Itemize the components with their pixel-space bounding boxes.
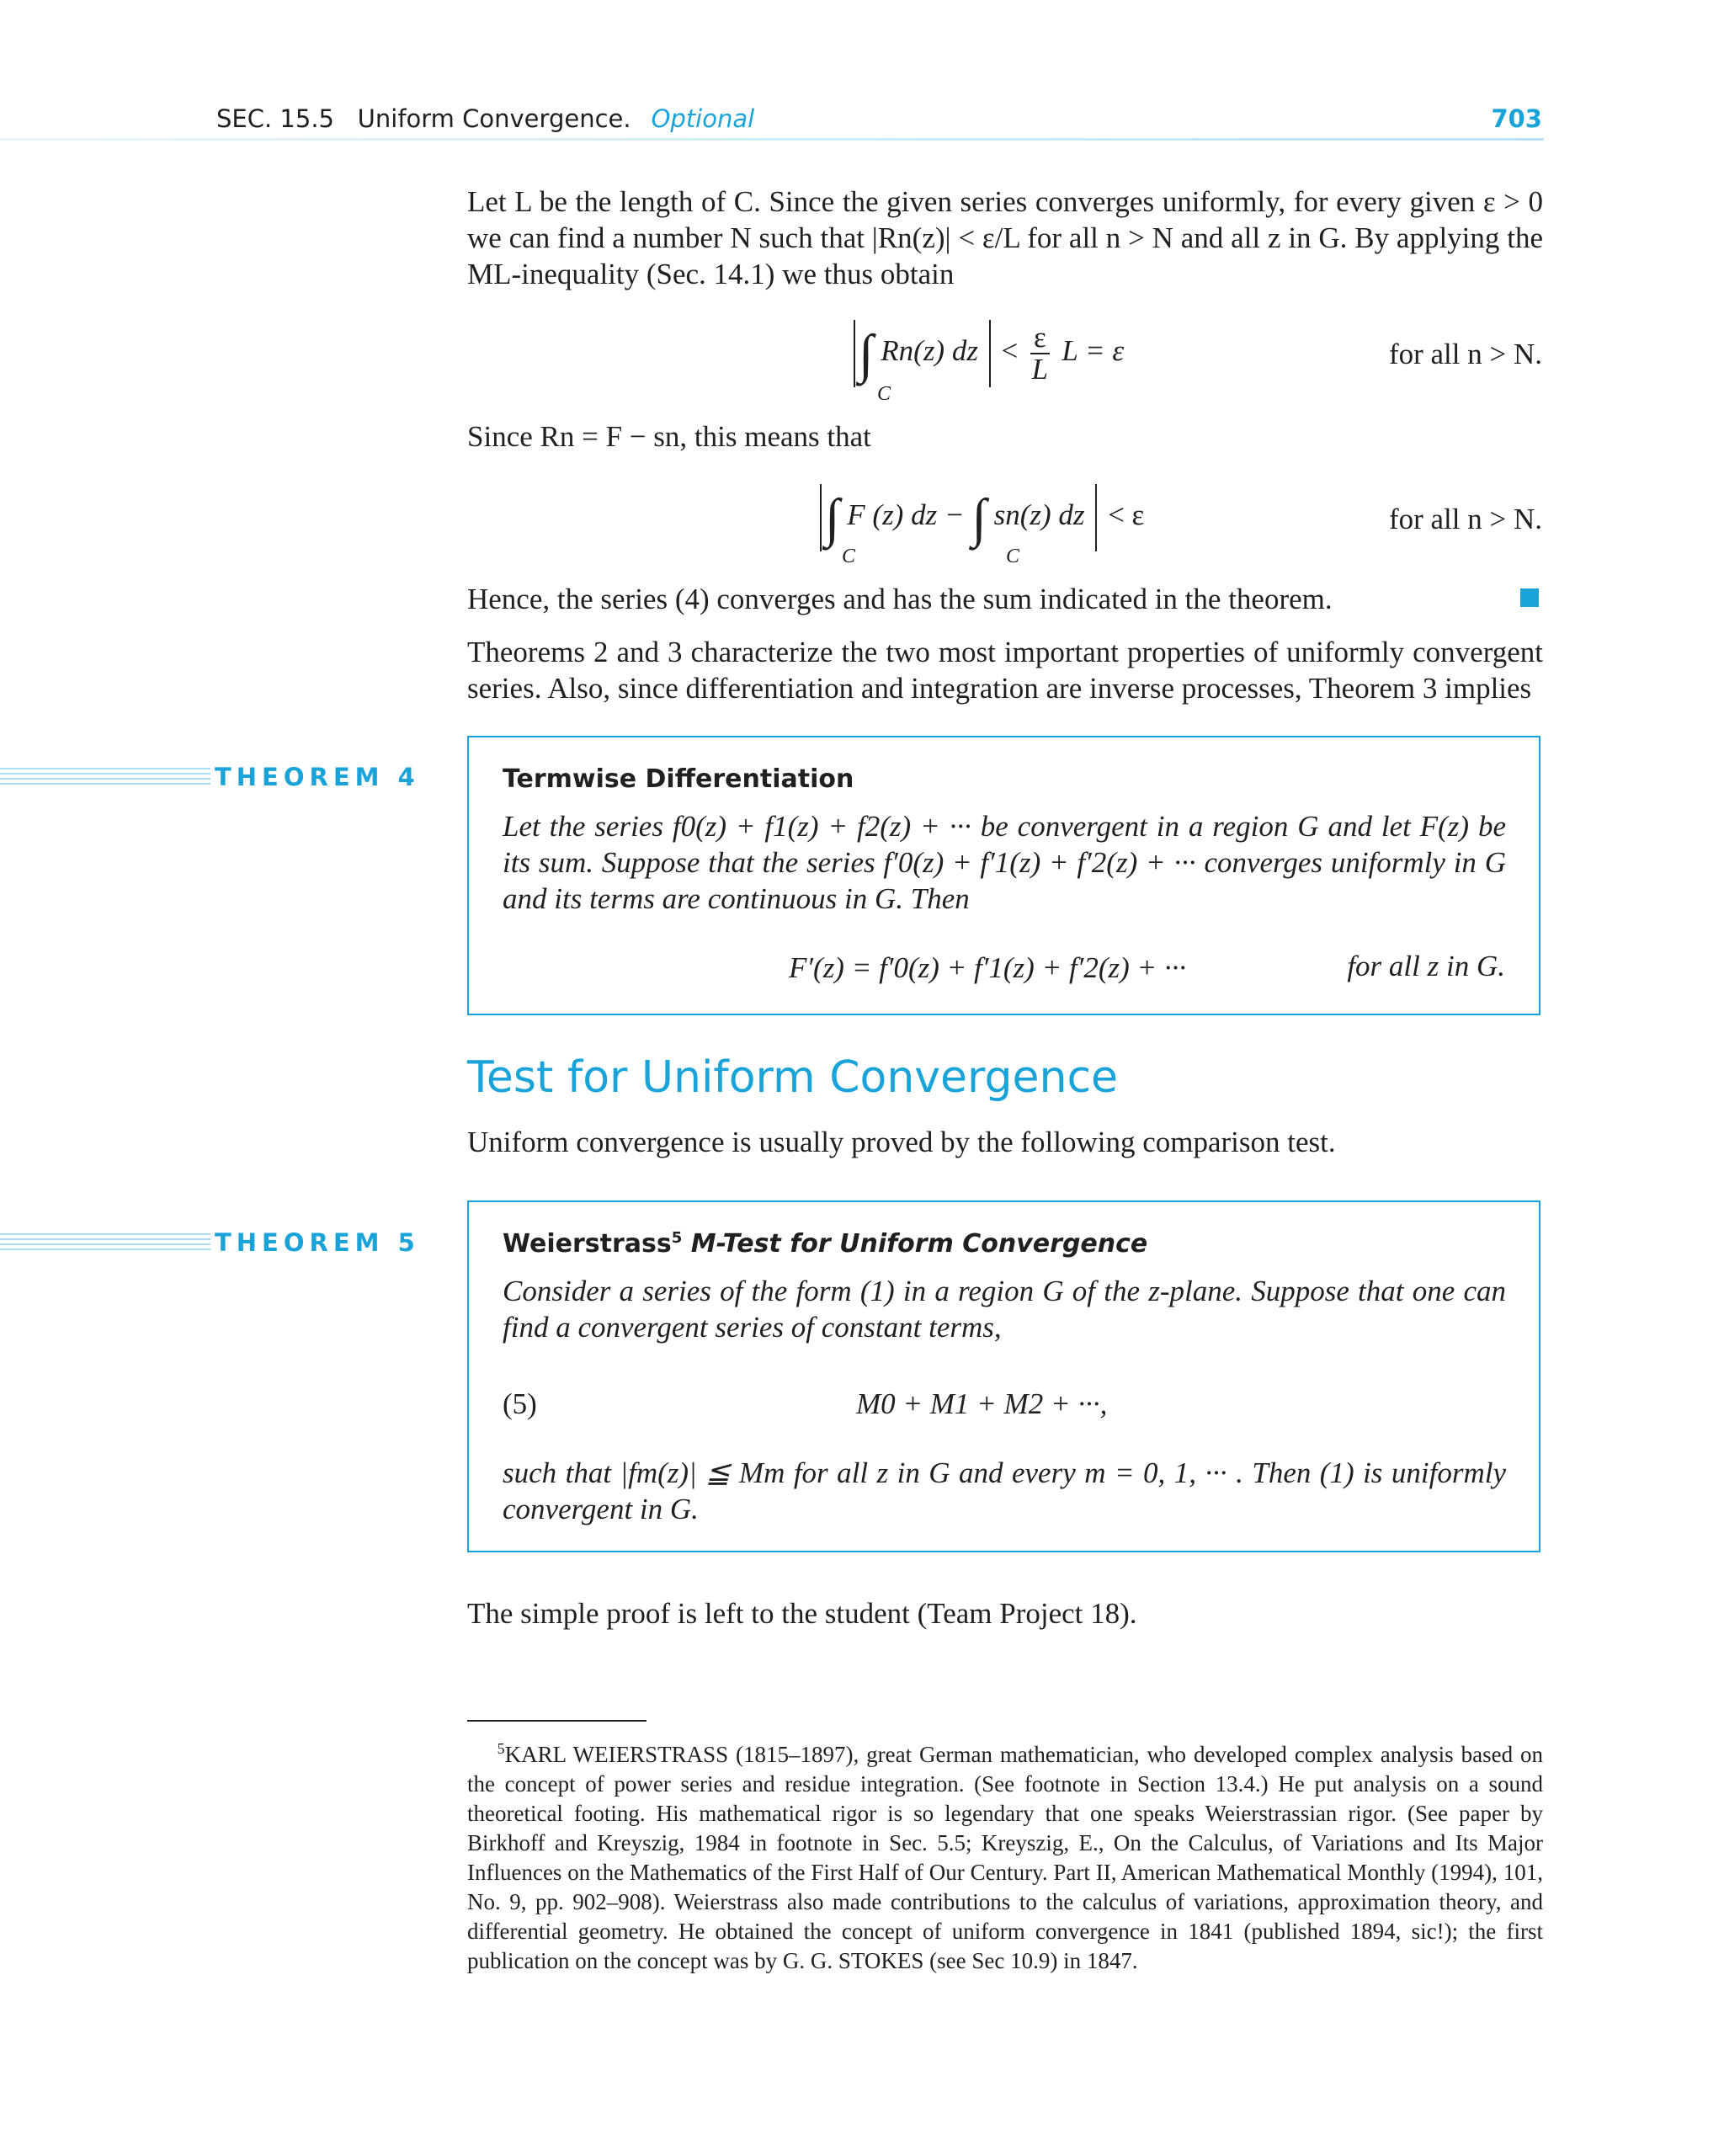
running-header bbox=[216, 104, 1542, 138]
theorem-5-box bbox=[467, 1200, 1540, 1552]
section-heading bbox=[216, 104, 754, 133]
footnote-text: KARL WEIERSTRASS (1815–1897), great German mathematician, who developed complex analysis based on the concept of power series and residue integration. (See footnote in Section 13.4.) He put analysis on a sound theoretical footing. His mathematical rigor is so legendary that one speaks Weierstrassian rigor. (See paper by Birkhoff and Kreyszig, 1984 in footnote in Sec. 5.5; Kreyszig, E., On the Calculus, of Variations and Its Major Influences on the Mathematics of the First Half of Our Century. Part II, American Mathematical Monthly (1994), 101, No. 9, pp. 902–908). Weierstrass also made contributions to the calculus of variations, approximation theory, and differential geometry. He obtained the concept of uniform convergence in 1841 (published 1894, sic!); the first publication on the concept was by G. G. STOKES (see Sec 10.9) in 1847. bbox=[467, 1742, 1543, 1973]
theorem-4-label bbox=[0, 763, 420, 791]
eq2-first-integral: F (z) dz − bbox=[847, 498, 965, 532]
closing-paragraph bbox=[467, 1595, 1543, 1632]
eq1-integrand: Rn(z) dz bbox=[881, 334, 978, 368]
theorem-4-title: Termwise Differentiation bbox=[503, 764, 854, 794]
proof-paragraph-2 bbox=[467, 418, 1543, 455]
eq1-fraction: $\frac{\varepsilon}{L}$ bbox=[1031, 321, 1049, 386]
theorem-5-text-2: such that |fm(z)| ≦ Mm for all z in G and every m = 0, 1, ··· . Then (1) is uniformly convergent in G. bbox=[503, 1456, 1506, 1525]
theorem-4-box bbox=[467, 736, 1540, 1015]
eq2-subscript-2: C bbox=[1006, 546, 1020, 567]
theorem-5-label bbox=[0, 1228, 420, 1257]
closing-text: The simple proof is left to the student (Team Project 18). bbox=[467, 1597, 1137, 1630]
paragraph-theorems bbox=[467, 634, 1543, 706]
theorem-4-label-text: THEOREM 4 bbox=[215, 763, 420, 791]
paragraph-theorems-text: Theorems 2 and 3 characterize the two most important properties of uniformly convergent series. Also, since differentiation and integration are inverse processes, Theorem 3 implies bbox=[467, 636, 1543, 705]
equation-2: ∫ F (z) dz − ∫ sn(z) dz < ε bbox=[817, 484, 1144, 551]
theorem-4-rule-lines bbox=[0, 768, 210, 788]
header-rule bbox=[0, 138, 1544, 141]
section-title: Test for Uniform Convergence bbox=[467, 1052, 1119, 1103]
optional-label: Optional bbox=[651, 104, 755, 133]
proof-paragraph-1 bbox=[467, 184, 1543, 292]
theorem-4-condition: for all z in G. bbox=[1347, 950, 1505, 982]
section-intro-text: Uniform convergence is usually proved by the following comparison test. bbox=[467, 1126, 1336, 1158]
theorem-4-equation: F′(z) = f′0(z) + f′1(z) + f′2(z) + ··· bbox=[789, 951, 1187, 984]
footnote-rule bbox=[467, 1720, 646, 1722]
section-title-header: Uniform Convergence. bbox=[357, 104, 631, 133]
proof-text-1: Let L be the length of C. Since the given series converges uniformly, for every given ε > 0 we can find a number N such that |Rn(z)| < ε/L for all n > N and all z in G. By applying the ML-inequality (Sec. 14.1) we thus obtain bbox=[467, 185, 1543, 290]
footnote-marker-ref: 5 bbox=[671, 1229, 683, 1247]
eq2-second-integral: sn(z) dz bbox=[993, 498, 1085, 532]
footnote-marker: 5 bbox=[497, 1740, 505, 1757]
section-number: SEC. 15.5 bbox=[216, 104, 334, 133]
theorem-5-title: Weierstrass$^5$ M-Test for Uniform Convergence bbox=[503, 1229, 1148, 1259]
theorem-5-rule-lines bbox=[0, 1233, 210, 1254]
eq1-result: L = ε bbox=[1062, 334, 1125, 368]
section-intro bbox=[467, 1124, 1543, 1160]
page-number: 703 bbox=[1491, 104, 1542, 133]
theorem-5-equation-number: (5) bbox=[503, 1387, 537, 1420]
eq2-subscript-1: C bbox=[842, 546, 856, 567]
theorem-5-text-1: Consider a series of the form (1) in a region G of the z-plane. Suppose that one can find a convergent series of constant terms, bbox=[503, 1275, 1506, 1344]
equation-1: ∫ Rn(z) dz < $\frac{\varepsilon}{L}$ L = ε bbox=[850, 320, 1124, 387]
theorem-4-text: Let the series f0(z) + f1(z) + f2(z) + ··· be convergent in a region G and let F(z) be its sum. Suppose that the series f′0(z) + f′1(z) + f′2(z) + ··· converges uniformly in G and its terms are continuous in G. Then bbox=[503, 810, 1506, 915]
eq1-condition: for all n > N. bbox=[1388, 338, 1542, 370]
theorem-5-label-text: THEOREM 5 bbox=[215, 1228, 420, 1257]
footnote bbox=[467, 1734, 1543, 1976]
theorem-5-equation: M0 + M1 + M2 + ···, bbox=[856, 1387, 1108, 1420]
eq1-integral-subscript: C bbox=[877, 383, 891, 405]
eq1-less-than: < bbox=[1001, 334, 1019, 368]
proof-paragraph-3 bbox=[467, 581, 1543, 617]
proof-text-2: Since Rn = F − sn, this means that bbox=[467, 420, 871, 453]
end-of-proof-square bbox=[1520, 588, 1539, 607]
eq2-condition: for all n > N. bbox=[1388, 503, 1542, 535]
eq2-bound: < ε bbox=[1108, 498, 1145, 532]
proof-text-3: Hence, the series (4) converges and has the sum indicated in the theorem. bbox=[467, 583, 1333, 615]
